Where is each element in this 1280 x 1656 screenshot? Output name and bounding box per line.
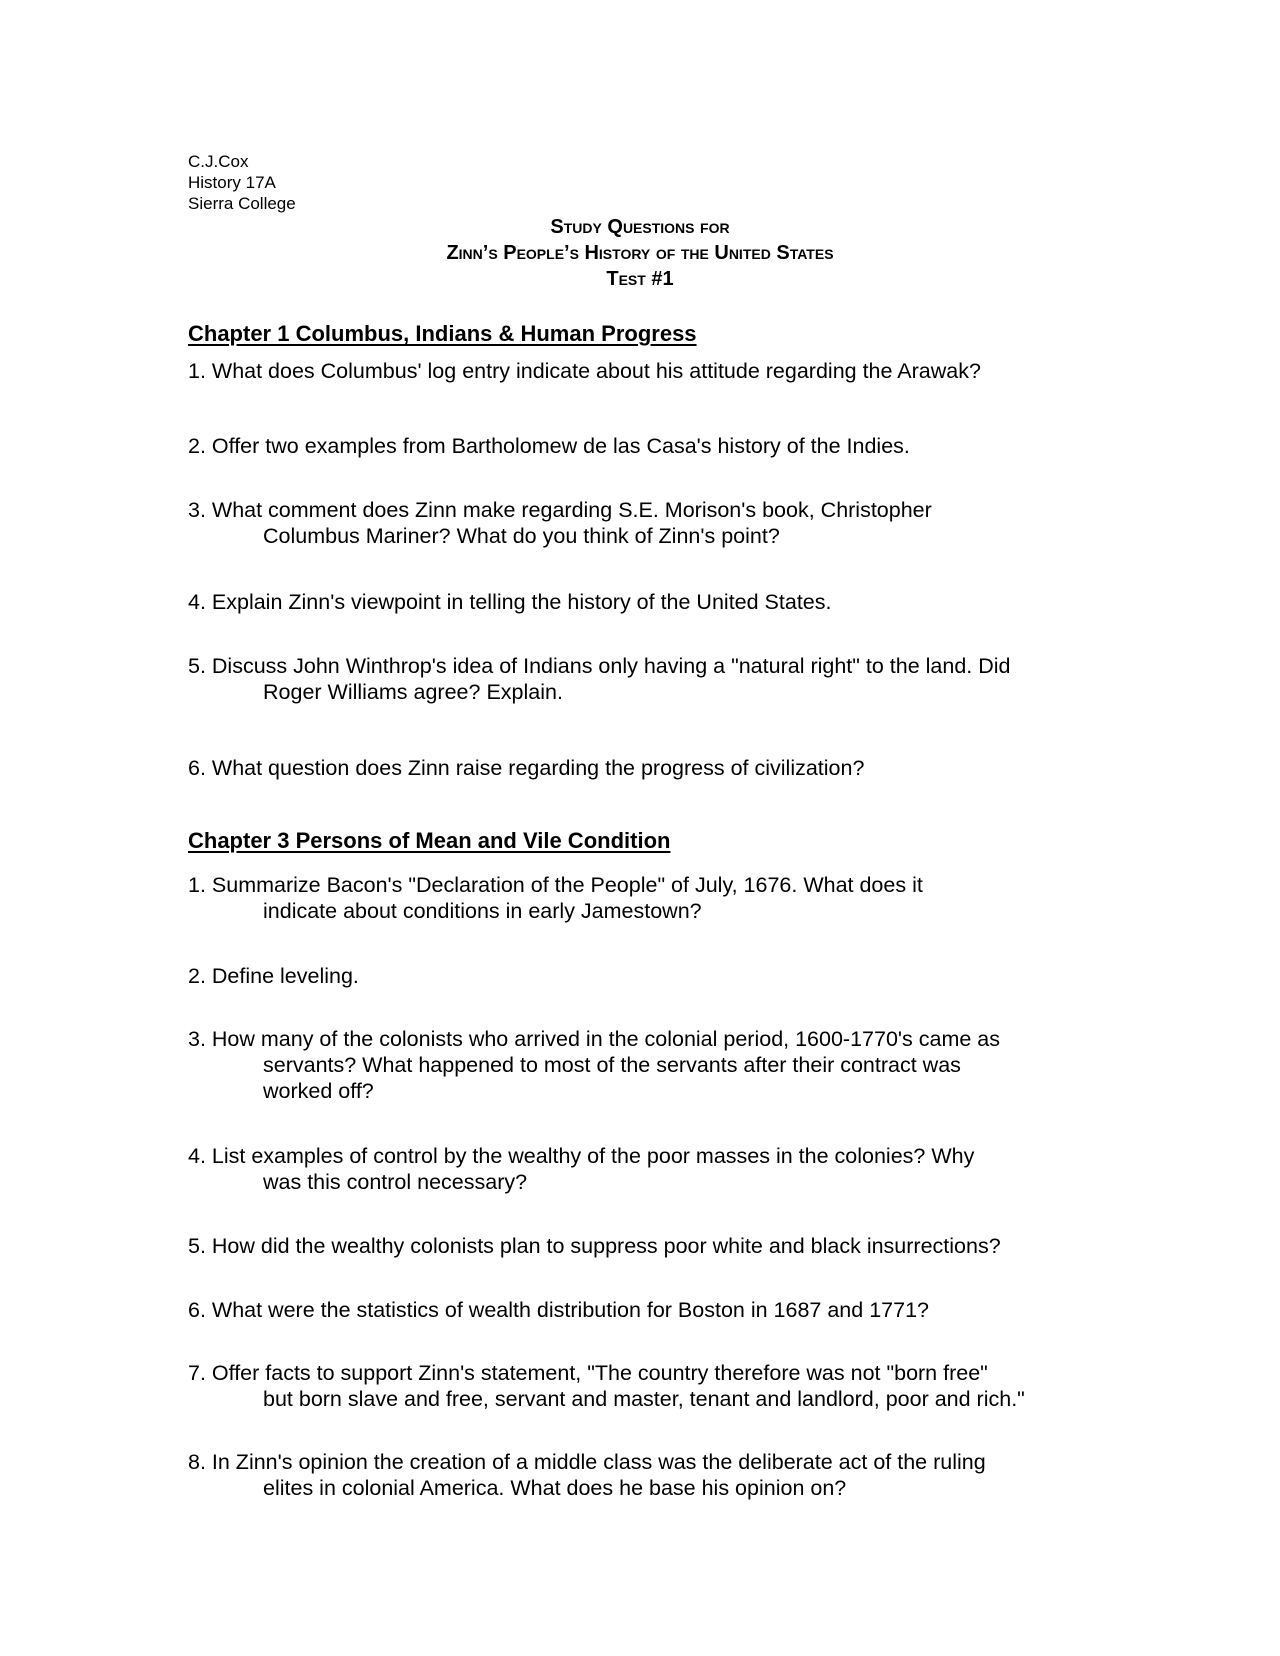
question-line: was this control necessary?: [263, 1170, 528, 1194]
question-line: 2. Offer two examples from Bartholomew de las Casa's history of the Indies.: [188, 434, 910, 458]
question-line: Columbus Mariner? What do you think of Zinn's point?: [263, 524, 780, 548]
ch1-question-1: [188, 358, 1088, 384]
school-name: Sierra College: [188, 194, 296, 213]
ch3-question-5: [188, 1233, 1088, 1259]
question-line: but born slave and free, servant and master, tenant and landlord, poor and rich.": [263, 1387, 1025, 1411]
author-name: C.J.Cox: [188, 152, 249, 171]
question-line: 3. What comment does Zinn make regarding S.E. Morison's book, Christopher: [188, 498, 932, 522]
ch3-question-7: [188, 1360, 1088, 1412]
ch3-question-6: [188, 1297, 1088, 1323]
title-line-1: Study Questions for: [550, 216, 730, 238]
ch1-question-2: [188, 433, 1088, 459]
question-line: Roger Williams agree? Explain.: [263, 680, 563, 704]
question-line: 1. What does Columbus' log entry indicate about his attitude regarding the Arawak?: [188, 359, 981, 383]
question-line: 5. How did the wealthy colonists plan to suppress poor white and black insurrections?: [188, 1234, 1001, 1258]
title-line-2: Zinn’s People’s History of the United States: [446, 242, 834, 264]
document-title: [0, 214, 1280, 292]
ch1-question-5: [188, 653, 1088, 705]
question-line: 5. Discuss John Winthrop's idea of Indians only having a "natural right" to the land. Did: [188, 654, 1011, 678]
question-line: 8. In Zinn's opinion the creation of a middle class was the deliberate act of the ruling: [188, 1450, 986, 1474]
question-line: servants? What happened to most of the servants after their contract was: [263, 1053, 961, 1077]
question-line: indicate about conditions in early Jamestown?: [263, 899, 702, 923]
ch3-question-3: [188, 1026, 1088, 1104]
question-line: 3. How many of the colonists who arrived in the colonial period, 1600-1770's came as: [188, 1027, 1000, 1051]
question-line: 6. What question does Zinn raise regarding the progress of civilization?: [188, 756, 865, 780]
ch3-question-2: [188, 963, 1088, 989]
question-line: 1. Summarize Bacon's "Declaration of the People" of July, 1676. What does it: [188, 873, 923, 897]
ch3-question-8: [188, 1449, 1088, 1501]
ch1-question-3: [188, 497, 1088, 549]
ch3-question-4: [188, 1143, 1088, 1195]
ch3-question-1: [188, 872, 1088, 924]
question-line: 4. Explain Zinn's viewpoint in telling the history of the United States.: [188, 590, 832, 614]
question-line: worked off?: [263, 1079, 374, 1103]
question-line: 7. Offer facts to support Zinn's statement, "The country therefore was not "born free": [188, 1361, 988, 1385]
ch1-question-4: [188, 589, 1088, 615]
chapter-3-heading: Chapter 3 Persons of Mean and Vile Condition: [188, 828, 671, 853]
author-header: [188, 151, 296, 214]
chapter-1-heading: Chapter 1 Columbus, Indians & Human Progress: [188, 321, 697, 346]
question-line: elites in colonial America. What does he base his opinion on?: [263, 1476, 847, 1500]
title-line-3: Test #1: [606, 268, 674, 290]
course-name: History 17A: [188, 173, 276, 192]
ch1-question-6: [188, 755, 1088, 781]
question-line: 6. What were the statistics of wealth distribution for Boston in 1687 and 1771?: [188, 1298, 929, 1322]
question-line: 4. List examples of control by the wealthy of the poor masses in the colonies? Why: [188, 1144, 975, 1168]
question-line: 2. Define leveling.: [188, 964, 359, 988]
